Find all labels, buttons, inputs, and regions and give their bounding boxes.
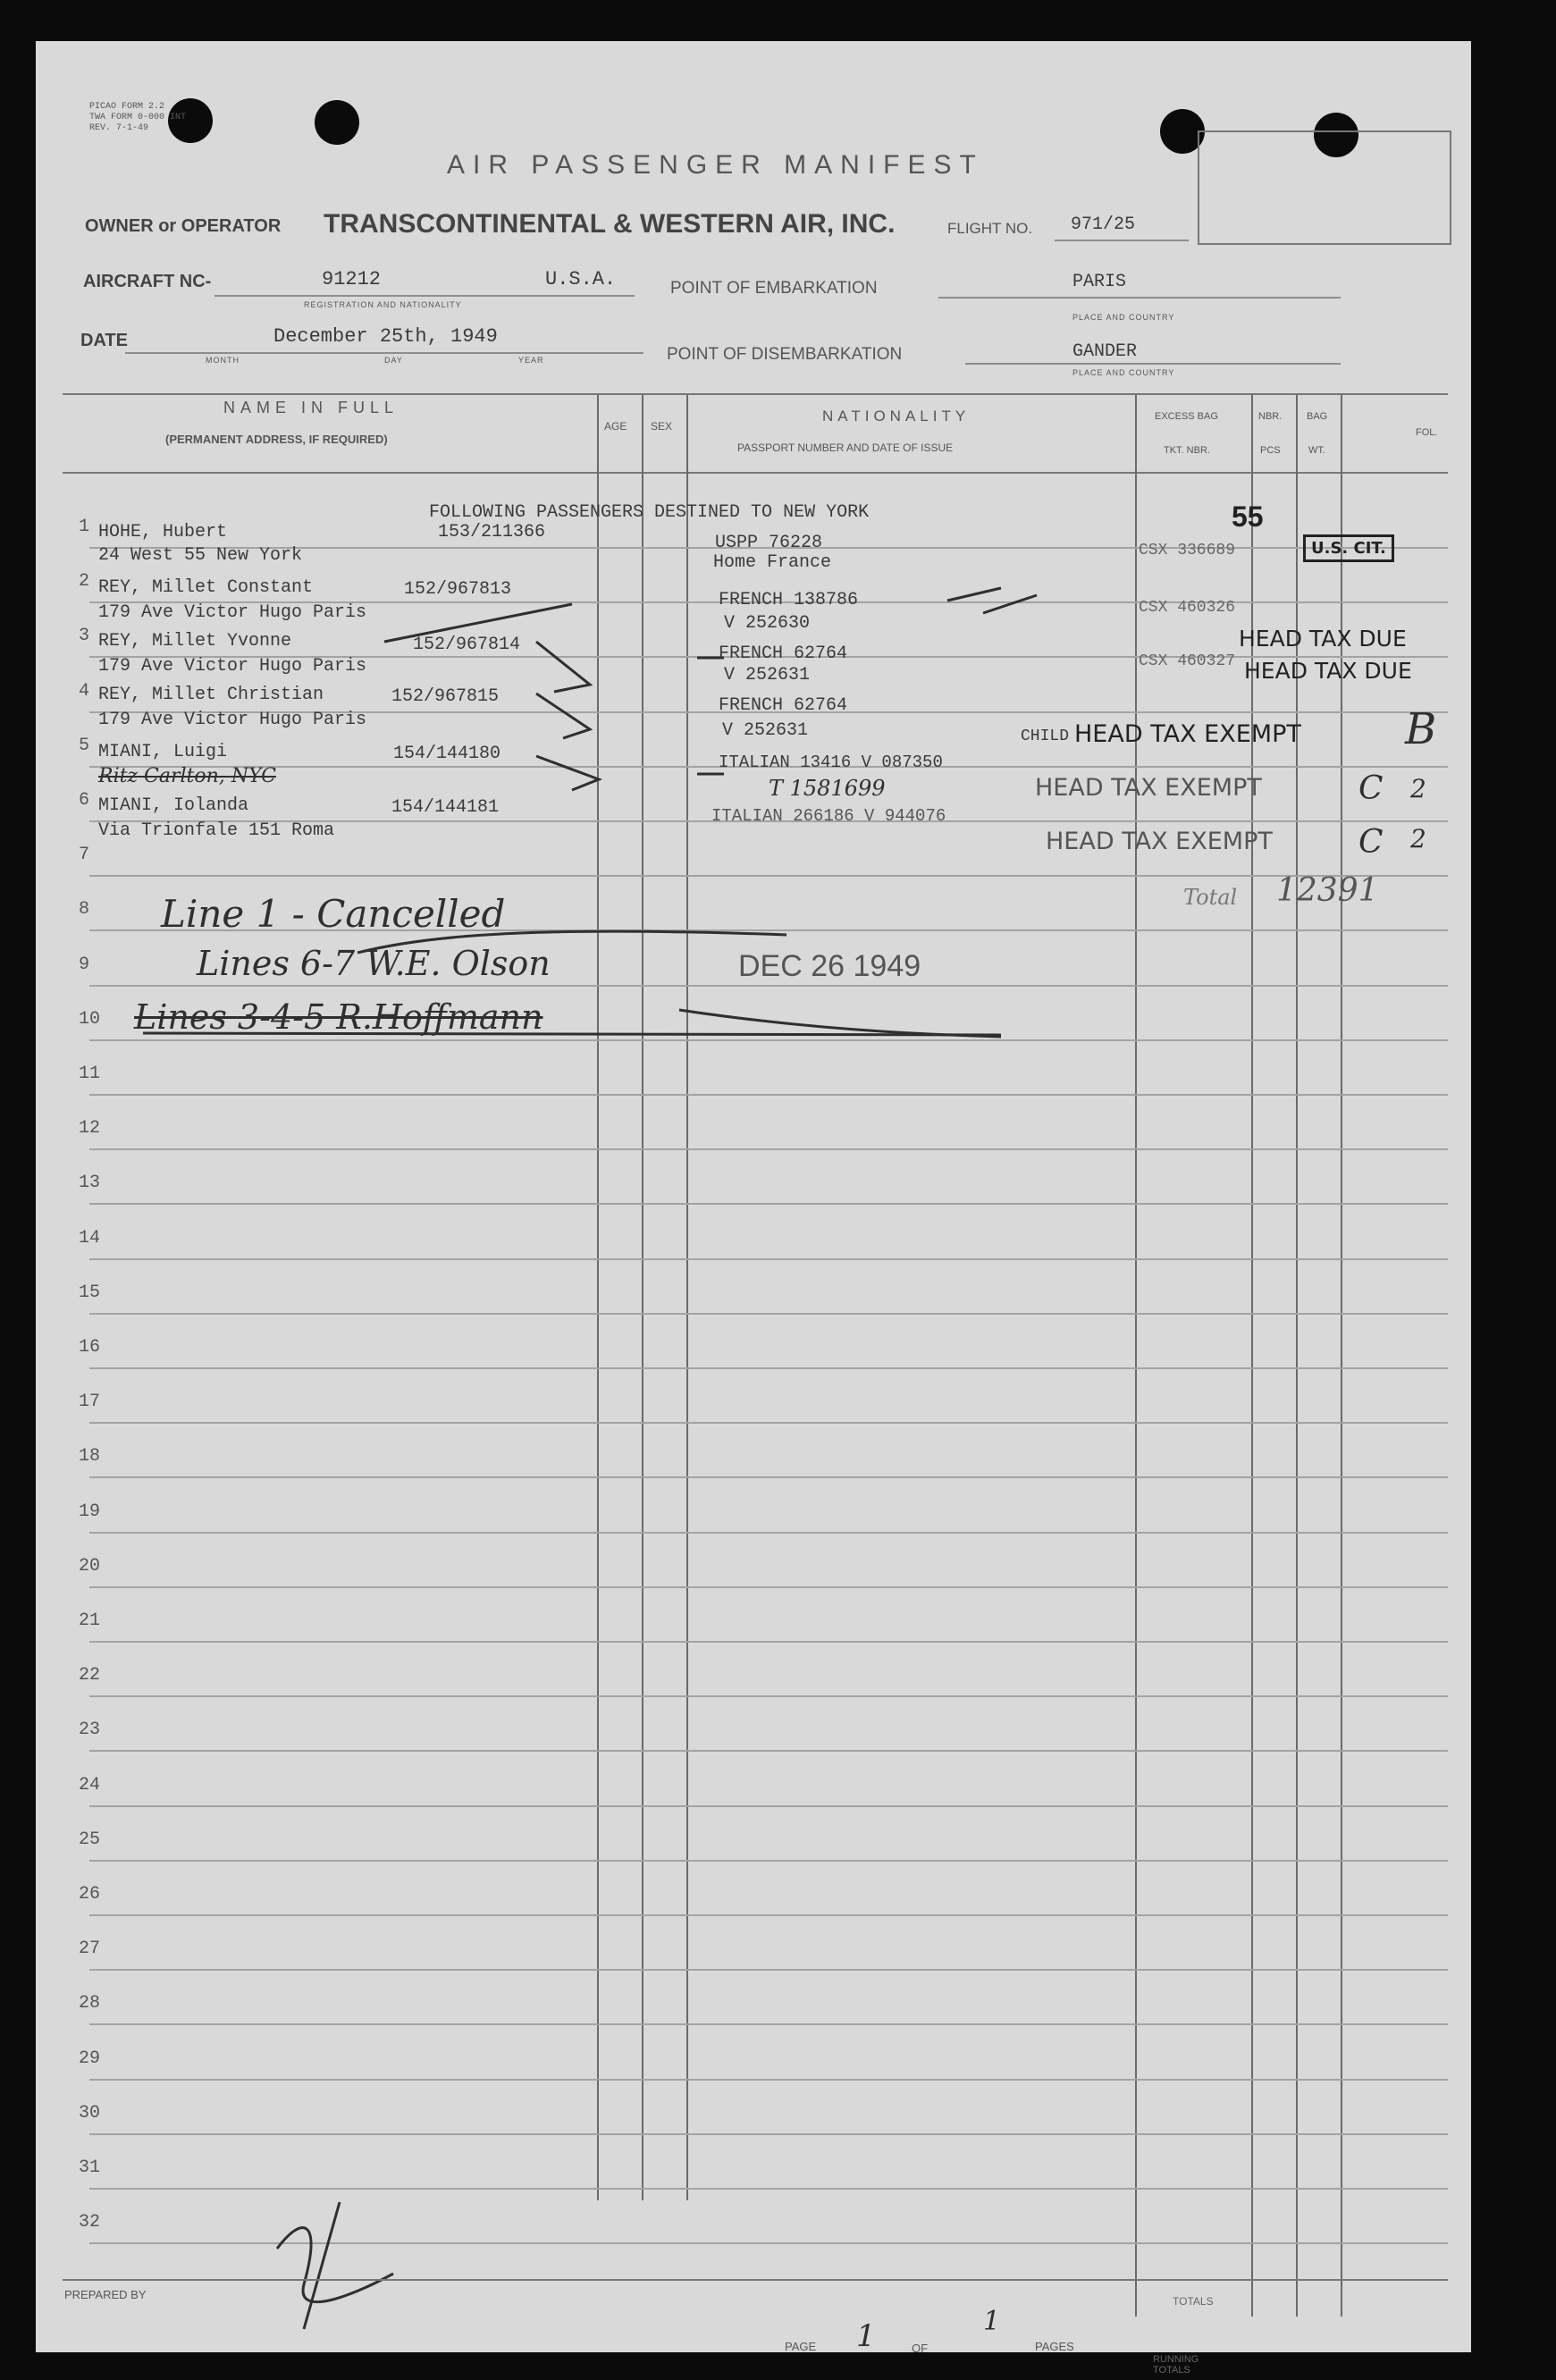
passenger-nationality: FRENCH 62764 — [719, 695, 848, 716]
date-stamp: DEC 26 1949 — [738, 949, 921, 983]
underline-stroke — [679, 1010, 1001, 1037]
cancel-stroke — [143, 1033, 1001, 1035]
row-number: 16 — [79, 1337, 101, 1358]
passenger-issue: V 252630 — [724, 613, 811, 634]
row-number: 17 — [79, 1392, 101, 1413]
head-tax-exempt-stamp: HEAD TAX EXEMPT — [1035, 774, 1262, 802]
row-number: 5 — [79, 735, 90, 756]
row-number: 4 — [79, 680, 90, 702]
class-mark: C — [1358, 824, 1384, 861]
row-number: 14 — [79, 1227, 101, 1249]
footer-rule — [63, 2279, 1448, 2281]
passenger-name: HOHE, Hubert — [98, 522, 228, 542]
passenger-address: Via Trionfale 151 Roma — [98, 820, 335, 841]
handwritten-note-1: Line 1 - Cancelled — [161, 892, 506, 936]
passenger-name: REY, Millet Christian — [98, 685, 324, 705]
page-title: AIR PASSENGER MANIFEST — [447, 150, 984, 180]
pages-total: 1 — [983, 2306, 1001, 2337]
aircraft-label: AIRCRAFT NC- — [83, 272, 212, 291]
passenger-nationality: ITALIAN 13416 V 087350 — [719, 753, 943, 772]
row-number: 6 — [79, 790, 90, 811]
row-number: 11 — [79, 1064, 101, 1084]
row-count: 2 — [1410, 774, 1426, 803]
handwritten-strokes — [36, 41, 1471, 2352]
date-value: December 25th, 1949 — [273, 325, 498, 348]
running-totals-label: RUNNING TOTALS — [1153, 2354, 1199, 2376]
registration-caption: REGISTRATION AND NATIONALITY — [304, 300, 462, 309]
row-number: 24 — [79, 1774, 101, 1796]
row-number: 3 — [79, 626, 90, 647]
passenger-ticket: 152/967813 — [404, 579, 512, 600]
row-number: 19 — [79, 1501, 101, 1522]
cancel-stroke — [357, 931, 786, 953]
page-number: 1 — [856, 2318, 876, 2354]
passenger-bag: CSX 460326 — [1139, 599, 1236, 617]
row-number: 15 — [79, 1282, 101, 1303]
arrow-stroke — [384, 604, 572, 642]
row-number: 7 — [79, 845, 90, 866]
form-id-line: REV. 7-1-49 — [89, 123, 149, 133]
passenger-bag: CSX 336689 — [1139, 542, 1236, 559]
nationality-header: NATIONALITY — [822, 408, 971, 425]
name-subheader: (PERMANENT ADDRESS, IF REQUIRED) — [165, 433, 388, 446]
manifest-paper — [36, 41, 1471, 2376]
date-caption-year: YEAR — [518, 356, 544, 365]
passenger-issue: V 252631 — [722, 720, 809, 741]
of-label: OF — [912, 2342, 929, 2355]
row-number: 20 — [79, 1555, 101, 1577]
passenger-name: MIANI, Iolanda — [98, 795, 249, 816]
child-note: CHILD — [1021, 727, 1070, 745]
row-number: 27 — [79, 1938, 101, 1960]
excess-bag-header: EXCESS BAG — [1155, 411, 1218, 422]
passenger-ticket: 154/144180 — [393, 744, 501, 764]
row-number: 9 — [79, 954, 90, 975]
passenger-nationality: FRENCH 62764 — [719, 643, 848, 664]
date-caption-day: DAY — [384, 356, 403, 365]
passenger-nationality: ITALIAN 266186 V 944076 — [711, 806, 946, 826]
row-number: 25 — [79, 1829, 101, 1850]
nbr-header: NBR. — [1258, 411, 1283, 422]
name-header: NAME IN FULL — [223, 399, 400, 416]
handwritten-note-3: Lines 3-4-5 R.Hoffmann — [134, 997, 543, 1037]
signature-stroke — [277, 2228, 393, 2302]
fol-header: FOL. — [1416, 427, 1438, 438]
head-tax-due-stamp: HEAD TAX DUE — [1239, 626, 1407, 652]
disembark-label: POINT OF DISEMBARKATION — [667, 345, 903, 364]
age-header: AGE — [604, 420, 627, 433]
row-number: 28 — [79, 1993, 101, 2014]
handwritten-note-2: Lines 6-7 W.E. Olson — [197, 944, 551, 983]
head-tax-due-stamp: HEAD TAX DUE — [1244, 658, 1412, 684]
passenger-name: REY, Millet Yvonne — [98, 631, 292, 652]
passenger-address: 179 Ave Victor Hugo Paris — [98, 602, 367, 623]
aircraft-number: 91212 — [322, 268, 382, 290]
passenger-ticket: 153/211366 — [438, 522, 546, 542]
row-number: 10 — [79, 1008, 101, 1030]
form-id-line: PICAO FORM 2.2 — [89, 102, 165, 112]
passenger-nationality: USPP 76228 — [715, 533, 823, 553]
head-tax-exempt-stamp: HEAD TAX EXEMPT — [1046, 828, 1273, 855]
head-tax-exempt-stamp: HEAD TAX EXEMPT — [1074, 720, 1301, 748]
passenger-address: 24 West 55 New York — [98, 545, 303, 566]
passenger-name: MIANI, Luigi — [98, 742, 228, 762]
sex-header: SEX — [651, 420, 673, 433]
arrow-stroke — [536, 756, 599, 790]
passenger-address: Ritz Carlton, NYC — [98, 765, 276, 787]
aircraft-country: U.S.A. — [545, 268, 617, 290]
row-number: 22 — [79, 1665, 101, 1686]
passenger-nationality: FRENCH 138786 — [719, 590, 859, 610]
passenger-address: 179 Ave Victor Hugo Paris — [98, 710, 367, 730]
us-cit-stamp: U.S. CIT. — [1303, 534, 1394, 562]
row-number: 30 — [79, 2102, 101, 2123]
pages-label: PAGES — [1035, 2340, 1074, 2353]
place-caption: PLACE AND COUNTRY — [1072, 313, 1175, 322]
destination-note: FOLLOWING PASSENGERS DESTINED TO NEW YORK — [429, 502, 870, 523]
row-number: 23 — [79, 1720, 101, 1741]
passenger-ticket: 154/144181 — [391, 797, 500, 818]
arrow-stroke — [983, 595, 1037, 613]
row-number: 8 — [79, 899, 90, 921]
wt-header: WT. — [1308, 445, 1325, 456]
embark-label: POINT OF EMBARKATION — [670, 279, 878, 298]
row-number: 1 — [79, 517, 90, 537]
pcs-header: PCS — [1260, 445, 1281, 456]
row-number: 26 — [79, 1884, 101, 1905]
bag-header: BAG — [1307, 411, 1328, 422]
passenger-ticket: 152/967815 — [391, 686, 500, 707]
form-id-line: TWA FORM 0-000 INT — [89, 113, 187, 122]
row-number: 18 — [79, 1446, 101, 1468]
nationality-subheader: PASSPORT NUMBER AND DATE OF ISSUE — [737, 442, 954, 454]
tkt-nbr-header: TKT. NBR. — [1164, 445, 1210, 456]
totals-label: TOTALS — [1173, 2295, 1214, 2308]
date-caption-month: MONTH — [206, 356, 240, 365]
row-number: 13 — [79, 1173, 101, 1194]
passenger-issue: T 1581699 — [769, 776, 886, 801]
row-number: 32 — [79, 2212, 101, 2233]
row-number: 12 — [79, 1118, 101, 1140]
total-label: Total — [1183, 885, 1238, 910]
prepared-by-label: PREPARED BY — [64, 2288, 147, 2301]
place-caption: PLACE AND COUNTRY — [1072, 368, 1175, 377]
arrow-stroke — [947, 588, 1001, 601]
arrow-stroke — [536, 694, 590, 738]
page-label: PAGE — [785, 2340, 817, 2353]
flight-label: FLIGHT NO. — [947, 220, 1033, 237]
class-mark: C — [1358, 770, 1384, 807]
passenger-address: 179 Ave Victor Hugo Paris — [98, 656, 367, 677]
passenger-name: REY, Millet Constant — [98, 577, 314, 598]
row-number: 21 — [79, 1610, 101, 1631]
passenger-issue: Home France — [713, 552, 832, 573]
row-number: 31 — [79, 2157, 101, 2178]
passenger-ticket: 152/967814 — [413, 635, 521, 655]
row-count: 2 — [1410, 824, 1426, 854]
class-mark: B — [1405, 704, 1437, 754]
embark-value: PARIS — [1072, 272, 1127, 292]
flight-number: 971/25 — [1071, 214, 1136, 235]
bag-count: 55 — [1232, 500, 1264, 533]
owner-label: OWNER or OPERATOR — [85, 216, 282, 236]
arrow-stroke — [536, 642, 590, 692]
owner-name: TRANSCONTINENTAL & WESTERN AIR, INC. — [324, 209, 896, 239]
passenger-issue: V 252631 — [724, 665, 811, 685]
date-label: DATE — [80, 331, 128, 350]
row-number: 2 — [79, 571, 90, 593]
row-number: 29 — [79, 2048, 101, 2069]
total-value: 12391 — [1276, 872, 1379, 909]
disembark-value: GANDER — [1072, 341, 1138, 362]
passenger-bag: CSX 460327 — [1139, 652, 1236, 670]
